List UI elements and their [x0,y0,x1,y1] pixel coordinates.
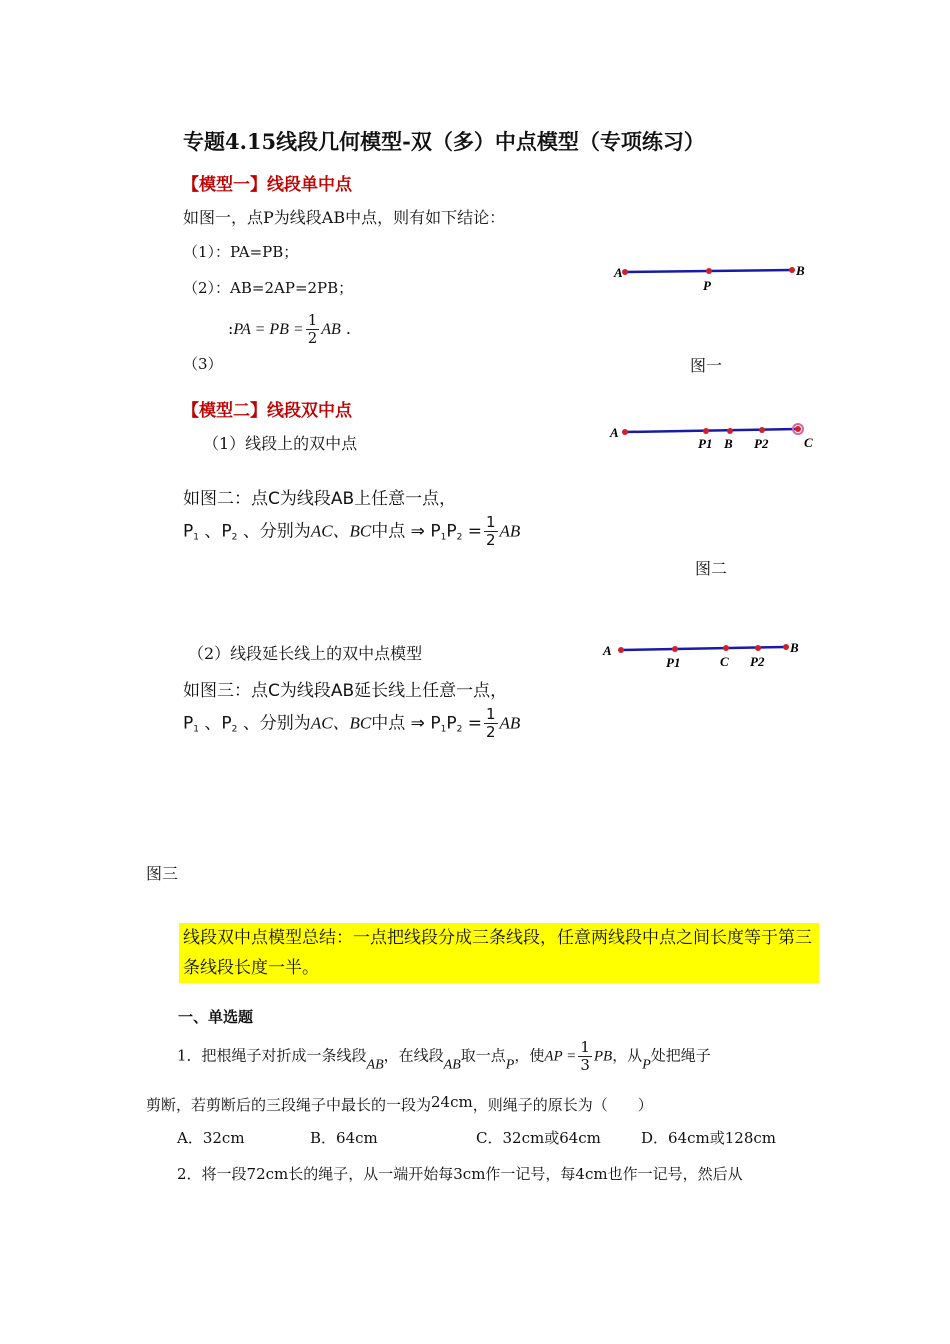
model1-intro: 如图一，点P为线段AB中点，则有如下结论： [183,208,506,227]
option-b[interactable]: B．64cm [310,1129,378,1147]
point-p1-dot [703,428,709,434]
point-b-dot [783,644,789,650]
option-a[interactable]: A．32cm [177,1129,245,1147]
implies-arrow: ⇒ [410,713,425,734]
figure-1-diagram [605,258,815,298]
point-p-label: P [703,278,711,293]
conclusion-2-label: （2）： [183,279,231,297]
figure-2-caption: 图二 [695,559,728,578]
model2-formula-2: $P_1$ 、$P_2$ 、分别为AC、BC中点 ⇒ $P_1P_2$ = $\frac{1}{2}$ AB [183,705,521,741]
option-d[interactable]: D．64cm或128cm [641,1129,776,1147]
model2-intro3: 如图三：点C为线段AB延长线上任意一点， [183,681,508,701]
figure-3-caption: 图三 [146,864,179,883]
question-2-text: 2．将一段72cm长的绳子，从一端开始每3cm作一记号，每4cm也作一记号，然后从 [177,1165,743,1183]
segment-vars: AC、BC [310,713,372,733]
fraction-half: $\frac{1}{2}$ [485,705,496,741]
point-b-label: B [796,263,805,278]
point-p-dot [706,268,712,274]
section-heading: 一、单选题 [178,1008,254,1026]
figure-3-diagram [595,633,820,673]
model1-conclusion-2 [183,277,353,298]
p2-symbol: P [221,521,232,542]
model2-heading: 【模型二】线段双中点 [182,401,352,421]
segment-vars: AC、BC [310,521,372,541]
formula-colon: : [228,319,234,338]
point-c-label: C [720,654,729,669]
fraction-half: $\frac{1}{2}$ [485,513,496,549]
model2-intro2: 如图二：点C为线段AB上任意一点， [183,489,457,509]
point-p2-dot [755,645,761,651]
point-b-label: B [724,436,733,451]
point-a-dot [622,269,628,275]
formula-rhs: AB [321,321,341,338]
question-1-line-1: 1．把根绳子对折成一条线段AB，在线段AB取一点P，使AP = $\frac{1}{3}$ PB，从P处把绳子 [177,1038,711,1074]
model1-heading: 【模型一】线段单中点 [182,175,352,195]
option-c[interactable]: C．32cm或64cm [476,1129,601,1147]
conclusion-3-formula [228,313,351,346]
figure-1-caption: 图一 [690,356,723,375]
point-a-label: A [610,425,619,440]
p2-symbol: P [221,713,232,734]
model1-conclusion-1 [183,241,298,262]
point-p2-label: P2 [754,436,769,451]
p1-symbol: P [183,713,194,734]
conclusion-3-label: （3） [183,355,223,373]
fraction-third: $\frac{1}{3}$ [580,1038,590,1074]
conclusion-1-label: （1）： [183,243,231,261]
fraction-half: $\frac{1}{2}$ [307,311,318,347]
p1-symbol: P [183,521,194,542]
point-b-dot [727,428,733,434]
figure-2-diagram [600,420,825,456]
point-a-dot [618,647,624,653]
point-c-dot [723,645,729,651]
point-p2-label: P2 [750,654,765,669]
model2-sub1: （1）线段上的双中点 [203,434,358,453]
point-p1-label: P1 [666,655,681,670]
point-a-label: A [614,265,623,280]
point-c-label: C [804,435,813,450]
implies-arrow: ⇒ [410,521,425,542]
point-c-dot [795,426,801,432]
model2-formula-1: $P_1$ 、$P_2$ 、分别为AC、BC中点 ⇒ $P_1P_2$ = $\frac{1}{2}$ AB [183,513,521,549]
point-p2-dot [759,427,765,433]
point-p1-dot [672,646,678,652]
point-b-dot [789,267,795,273]
conclusion-1-text: PA=PB； [230,243,299,261]
model2-sub2: （2）线段延长线上的双中点模型 [188,644,423,663]
point-b-label: B [790,640,799,655]
formula-period: . [345,319,352,338]
conclusion-2-text: AB=2AP=2PB； [230,279,354,297]
point-a-label: A [603,643,612,658]
point-p1-label: P1 [698,436,713,451]
question-1-line-2: 剪断，若剪断后的三段绳子中最长的一段为24cm，则绳子的原长为（ ） [146,1093,653,1114]
point-a-dot [622,429,628,435]
summary-highlight: 线段双中点模型总结：一点把线段分成三条线段，任意两线段中点之间长度等于第三条线段长度一半。 [179,923,819,983]
page-title: 专题4.15线段几何模型-双（多）中点模型（专项练习） [183,129,705,154]
formula-lhs: PA = PB = [233,321,304,338]
